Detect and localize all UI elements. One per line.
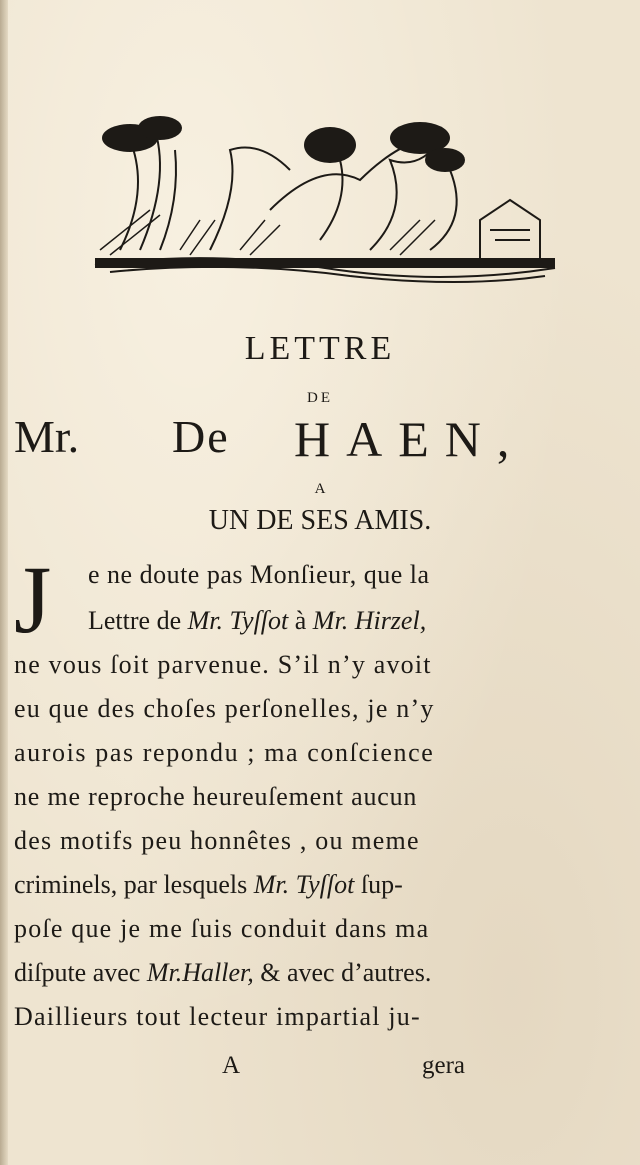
text-span: diſpute avec bbox=[14, 958, 147, 987]
text-line-8 bbox=[14, 870, 403, 900]
text-italic: Mr. Hirzel, bbox=[312, 606, 427, 635]
binding-edge bbox=[0, 0, 8, 1165]
title-a: A bbox=[314, 481, 326, 497]
text-italic: Mr.Haller, bbox=[146, 958, 254, 987]
vignette-ornament bbox=[90, 100, 560, 290]
drop-cap: J bbox=[14, 546, 52, 653]
text-line-7: des motifs peu honnêtes , ou meme bbox=[14, 826, 420, 855]
text-line-10 bbox=[14, 958, 431, 988]
text-span: & avec d’autres. bbox=[253, 958, 432, 987]
text-span: Lettre de bbox=[88, 606, 188, 635]
text-span: criminels, par lesquels bbox=[14, 870, 254, 899]
text-line-3: ne vous ſoit parvenue. S’il n’y avoit bbox=[14, 650, 432, 679]
catchword: gera bbox=[422, 1052, 466, 1079]
text-line-6: ne me reproche heureuſement aucun bbox=[14, 782, 418, 811]
author-particle: De bbox=[172, 411, 230, 462]
author-surname: HAEN, bbox=[294, 411, 526, 467]
author-name bbox=[14, 410, 634, 470]
signature-mark: A bbox=[222, 1052, 241, 1079]
text-line-9: poſe que je me ſuis conduit dans ma bbox=[14, 914, 430, 943]
text-line-5: aurois pas repondu ; ma conſcience bbox=[14, 738, 435, 767]
text-span: ſup- bbox=[354, 870, 403, 899]
text-italic: Mr. Tyſſot bbox=[187, 606, 289, 635]
text-line-2 bbox=[88, 606, 426, 636]
text-span: à bbox=[288, 606, 313, 635]
author-title: Mr. bbox=[14, 411, 80, 462]
text-line-4: eu que des choſes perſonelles, je n’y bbox=[14, 694, 435, 723]
text-italic: Mr. Tyſſot bbox=[253, 870, 355, 899]
text-line-11: Daillieurs tout lecteur impartial ju- bbox=[14, 1002, 421, 1031]
title-lettre: LETTRE bbox=[244, 330, 396, 367]
title-de: DE bbox=[307, 390, 333, 406]
text-line-1: e ne doute pas Monſieur, que la bbox=[88, 560, 430, 589]
title-recipient: UN DE SES AMIS. bbox=[208, 505, 432, 536]
